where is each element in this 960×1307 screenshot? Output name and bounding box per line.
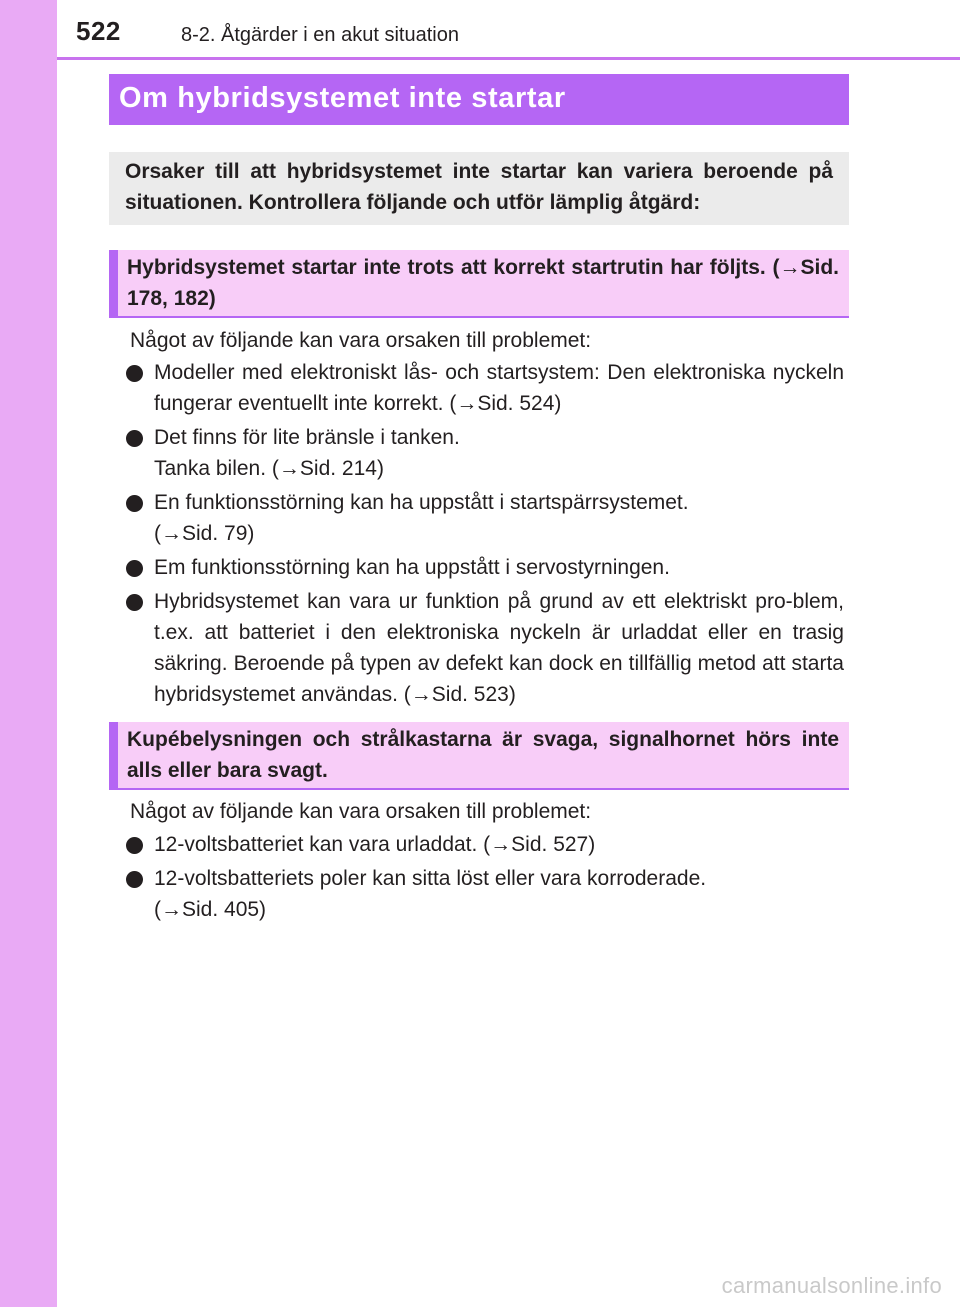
- cause-text: Modeller med elektroniskt lås- och startsystem: Den elektroniska nyckeln fungerar eventuellt inte korrekt. (→Sid. 524): [154, 361, 844, 415]
- list-item: [126, 552, 844, 583]
- list-item: [126, 586, 844, 710]
- list-item: [126, 863, 844, 925]
- problem-heading-2: Kupébelysningen och strålkastarna är svaga, signalhornet hörs inte alls eller bara svagt.: [109, 722, 849, 790]
- intro-box: Orsaker till att hybridsystemet inte startar kan variera beroende på situationen. Kontrollera följande och utför lämplig åtgärd:: [109, 152, 849, 225]
- cause-text: Hybridsystemet kan vara ur funktion på grund av ett elektriskt pro-blem, t.ex. att batteriet i den elektroniska nyckeln är urladdat eller en trasig säkring. Beroende på typen av defekt kan dock en tillfällig metod att starta hybridsystemet användas. (→Sid. 523): [154, 590, 844, 706]
- problem-heading-1: Hybridsystemet startar inte trots att korrekt startrutin har följts. (→Sid. 178, 182): [109, 250, 849, 318]
- cause-text: 12-voltsbatteriet kan vara urladdat. (→Sid. 527): [154, 833, 596, 856]
- problem-lead-1: Något av följande kan vara orsaken till problemet:: [130, 329, 592, 352]
- cause-text: Em funktionsstörning kan ha uppstått i servostyrningen.: [154, 556, 670, 579]
- cause-text: 12-voltsbatteriets poler kan sitta löst eller vara korroderade.: [154, 867, 707, 890]
- cause-text: (→Sid. 405): [154, 898, 267, 921]
- bullet-icon: [126, 594, 143, 611]
- problem-lead-2: Något av följande kan vara orsaken till problemet:: [130, 800, 592, 823]
- bullet-icon: [126, 560, 143, 577]
- bullet-icon: [126, 495, 143, 512]
- cause-text: (→Sid. 79): [154, 522, 255, 545]
- list-item: [126, 487, 844, 549]
- side-tab-band: [0, 0, 57, 1307]
- cause-text: Det finns för lite bränsle i tanken.: [154, 426, 460, 449]
- header-rule: [57, 57, 960, 60]
- bullet-icon: [126, 837, 143, 854]
- page-number: 522: [76, 16, 121, 46]
- bullet-icon: [126, 365, 143, 382]
- bullet-icon: [126, 871, 143, 888]
- list-item: [126, 829, 844, 860]
- list-item: [126, 422, 844, 484]
- page-title: Om hybridsystemet inte startar: [109, 74, 849, 125]
- bullet-icon: [126, 430, 143, 447]
- cause-text: En funktionsstörning kan ha uppstått i startspärrsystemet.: [154, 491, 689, 514]
- watermark: carmanualsonline.info: [721, 1273, 942, 1298]
- list-item: [126, 357, 844, 419]
- cause-list-1: [126, 357, 844, 713]
- cause-list-2: [126, 829, 844, 928]
- cause-text: Tanka bilen. (→Sid. 214): [154, 457, 384, 480]
- section-label: 8-2. Åtgärder i en akut situation: [181, 24, 459, 46]
